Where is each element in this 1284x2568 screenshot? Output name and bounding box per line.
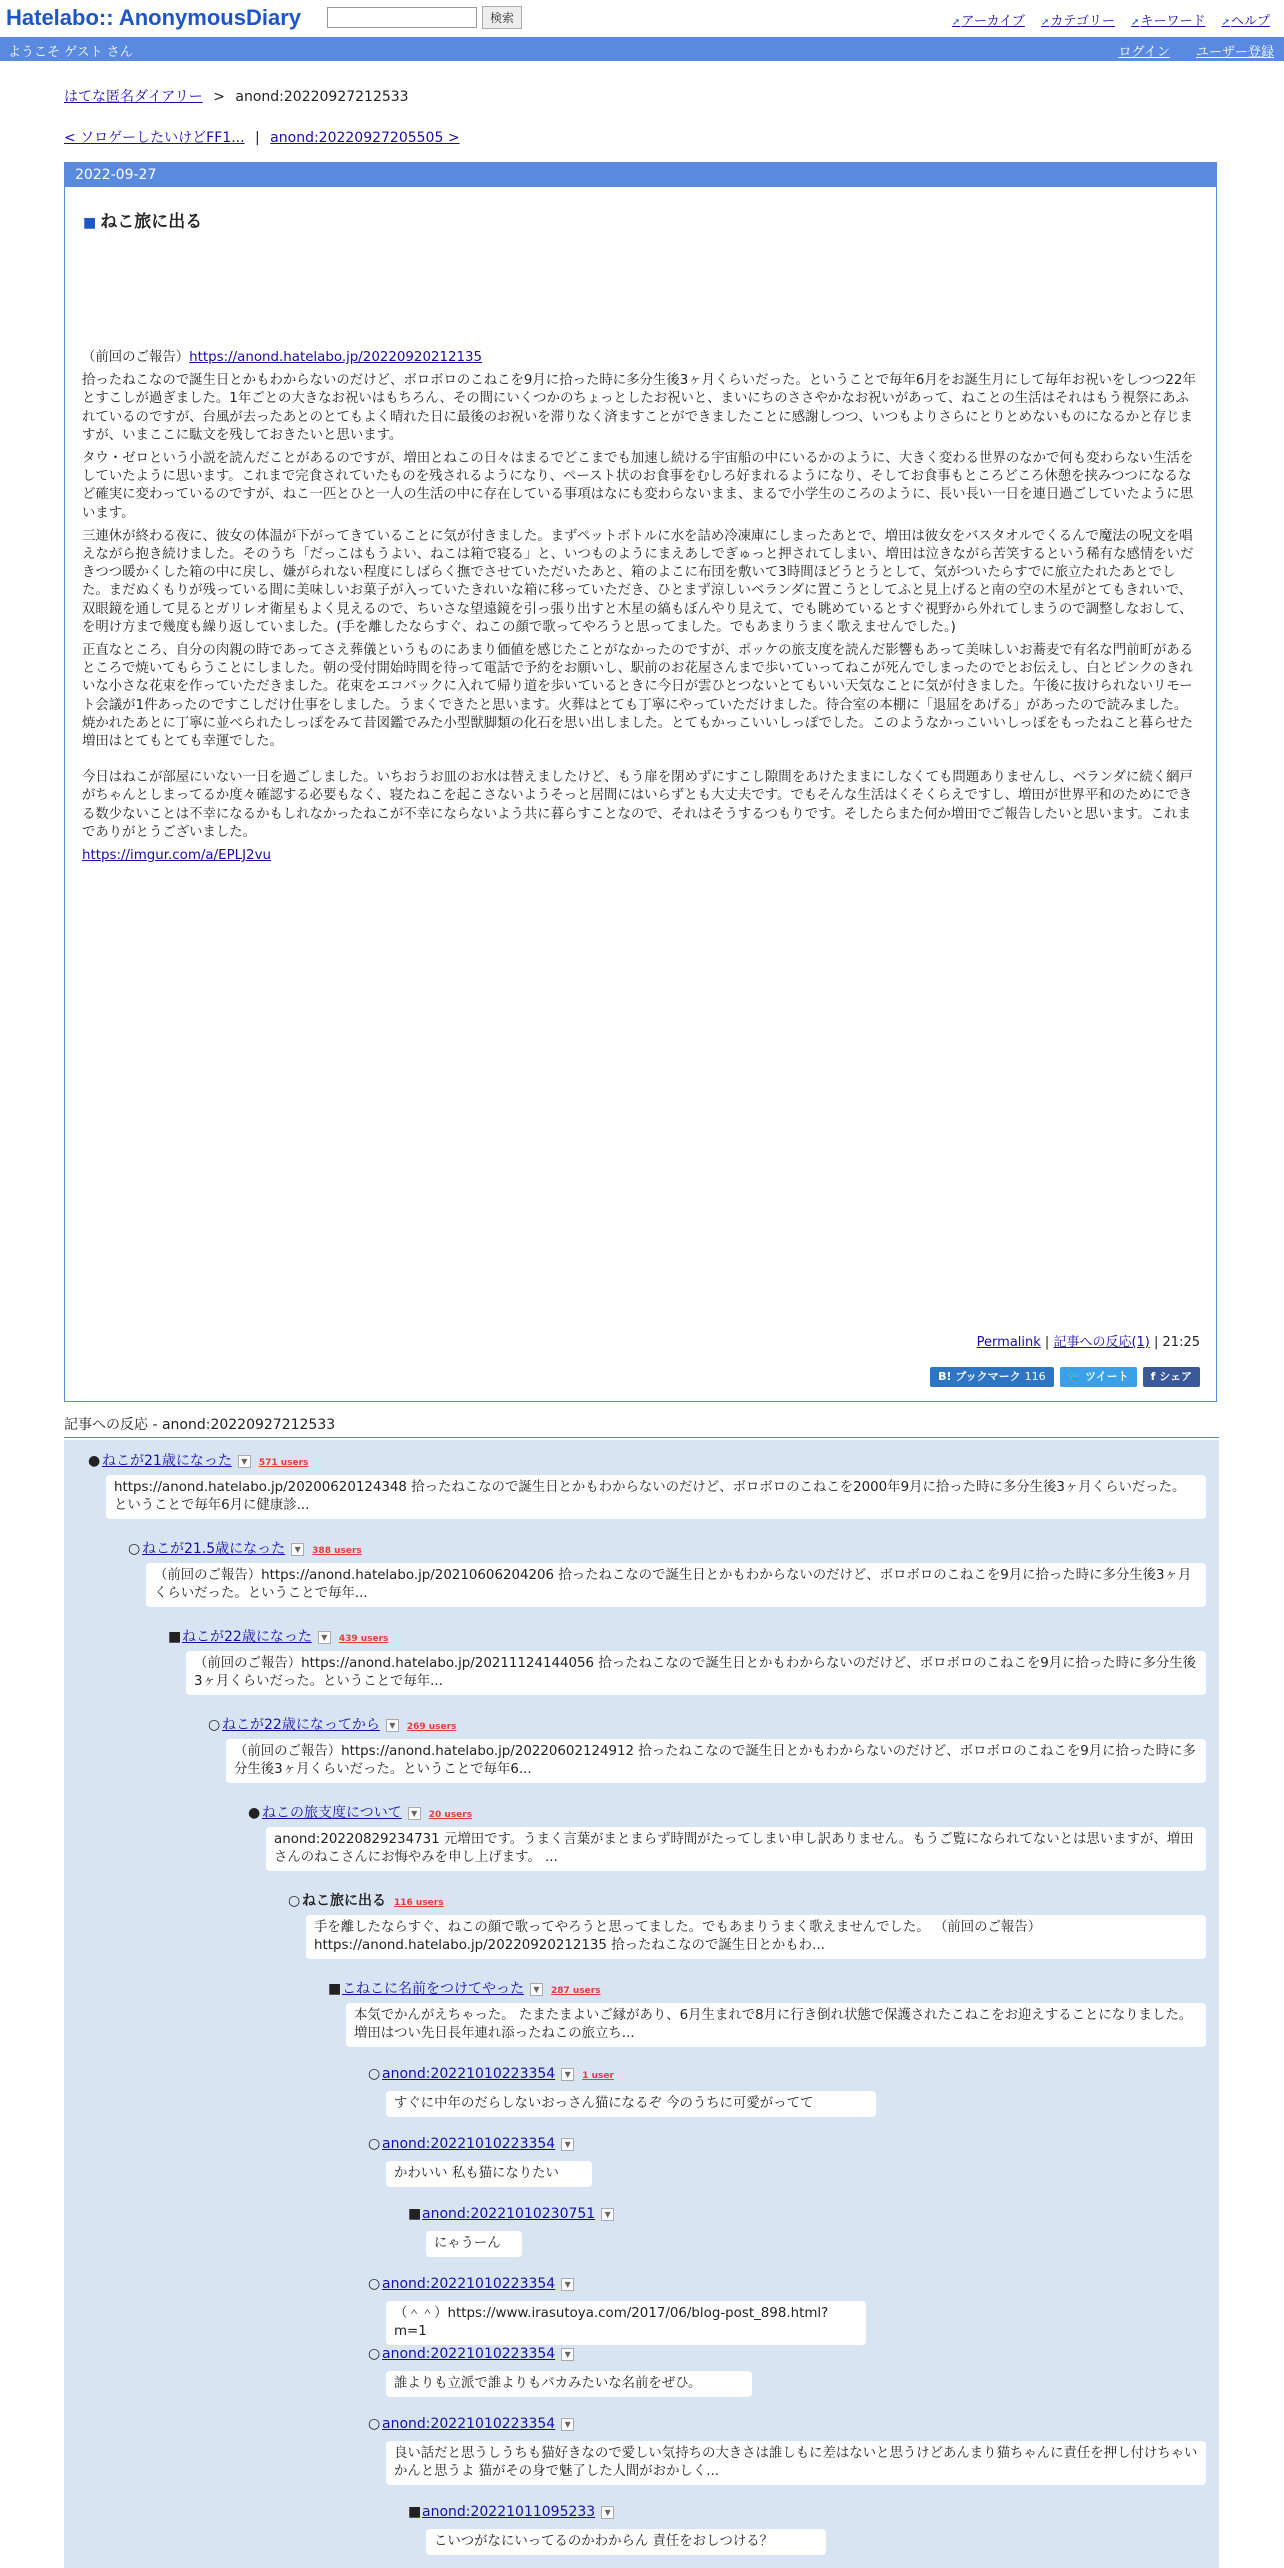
chevron-down-icon[interactable]: ▼ bbox=[561, 2138, 574, 2151]
arrow-icon: ➚ bbox=[951, 17, 961, 28]
breadcrumb bbox=[64, 86, 409, 106]
search-input[interactable] bbox=[327, 7, 477, 28]
day-section bbox=[64, 162, 1217, 1402]
reaction-item bbox=[368, 2346, 574, 2362]
users-badge[interactable]: 287 users bbox=[551, 1986, 601, 1996]
entry-pager bbox=[64, 127, 460, 147]
search-button[interactable]: 検索 bbox=[482, 6, 522, 29]
reaction-item bbox=[368, 2066, 614, 2082]
imgur-link[interactable]: https://imgur.com/a/EPLJ2vu bbox=[82, 848, 271, 864]
arrow-icon: ➚ bbox=[1131, 17, 1140, 28]
facebook-share-label: シェア bbox=[1159, 1370, 1192, 1383]
account-links bbox=[1096, 41, 1274, 60]
chevron-down-icon[interactable]: ▼ bbox=[291, 1543, 304, 1556]
reaction-item bbox=[128, 1538, 362, 1558]
next-entry-link[interactable]: anond:20220927205505 > bbox=[270, 130, 460, 146]
bullet-circle-icon: ○ bbox=[368, 2346, 381, 2362]
bookmark-count: 116 bbox=[1024, 1370, 1046, 1383]
reaction-item-current bbox=[288, 1890, 444, 1910]
entry-body bbox=[82, 349, 1198, 870]
breadcrumb-current: anond:20220927212533 bbox=[235, 89, 409, 105]
chevron-down-icon[interactable]: ▼ bbox=[561, 2418, 574, 2431]
reaction-snippet: 手を離したならすぐ、ねこの顔で歌ってやろうと思ってました。でもあまりうまく歌えませんでした。 （前回のご報告）https://anond.hatelabo.jp/20220920212135 拾ったねこなので誕生日とかもわ... bbox=[306, 1915, 1206, 1959]
nav-keyword-label: キーワード bbox=[1140, 14, 1206, 29]
entry-paragraph: 拾ったねこなので誕生日とかもわからないのだけど、ボロボロのこねこを9月に拾った時に多分生後3ヶ月くらいだった。ということで毎年6月をお誕生月にして毎年お祝いをしつつ22年とすこしが過ぎました。1年ごとの大きなお祝いはもちろん、その間にいくつかのちょっとしたお祝いと、まいにちのささやかなお祝いがあって、ねことの生活はそれはもう視祭にあふれているのですが、台風が去ったあとのとてもよく晴れた日に最後のお祝いを滞りなく済ますことができましたことに感謝しつつ、いつもよりさらにとりとめないものになるかと存じますが、いまここに駄文を残しておきたいと思います。 bbox=[82, 373, 1196, 443]
bullet-circle-icon: ○ bbox=[208, 1717, 221, 1733]
reaction-snippet: 誰よりも立派で誰よりもバカみたいな名前をぜひ。 bbox=[386, 2371, 752, 2397]
reaction-item bbox=[88, 1450, 308, 1470]
login-link[interactable]: ログイン bbox=[1118, 45, 1170, 60]
welcome-bar bbox=[0, 37, 1284, 61]
entry-paragraph: 今日はねこが部屋にいない一日を過ごしました。いちおうお皿のお水は替えましたけど、もう扉を閉めずにすこし隙間をあけたままにしなくても問題ありませんし、ベランダに続く網戸がちゃんとしまってるか度々確認する必要もなく、寝たねこを起こさないようそっと居間にはいらずとも大丈夫です。でもそんな生活はくそくらえですし、増田が世界平和のためにできる数少ないことは不幸になるかもしれなかったねこが不幸にならないよう共に暮らすことなので、それはそうするつもりです。そしたらまた何か増田でご報告したいと思います。これまでありがとうございました。 bbox=[82, 770, 1193, 840]
nav-archive-label: アーカイブ bbox=[961, 14, 1025, 29]
reaction-snippet: （前回のご報告）https://anond.hatelabo.jp/20220602124912 拾ったねこなので誕生日とかもわからないのだけど、ボロボロのこねこを9月に拾った時に多分生後3ヶ月くらいだった。ということで毎年6... bbox=[226, 1739, 1206, 1783]
nav-archive-link[interactable] bbox=[952, 14, 1025, 29]
reaction-title-link[interactable]: ねこの旅支度について bbox=[262, 1805, 402, 1821]
bullet-circle-icon: ○ bbox=[128, 1541, 141, 1557]
reaction-item bbox=[368, 2416, 574, 2432]
reaction-snippet: かわいい 私も猫になりたい bbox=[386, 2161, 592, 2187]
chevron-down-icon[interactable]: ▼ bbox=[561, 2278, 574, 2291]
users-badge[interactable]: 571 users bbox=[258, 1458, 309, 1468]
chevron-down-icon[interactable]: ▼ bbox=[601, 2506, 614, 2519]
arrow-icon: ➚ bbox=[1041, 17, 1050, 28]
reactions-tree bbox=[64, 1440, 1219, 2568]
bullet-circle-icon: ○ bbox=[368, 2276, 381, 2292]
arrow-icon: ➚ bbox=[1221, 17, 1230, 28]
reaction-title-link[interactable]: anond:20221010223354 bbox=[382, 2276, 556, 2292]
reaction-snippet: こいつがなにいってるのかわからん 責任をおしつける？ bbox=[426, 2529, 826, 2555]
chevron-down-icon[interactable]: ▼ bbox=[601, 2208, 614, 2221]
reaction-snippet: 本気でかんがえちゃった。 たまたまよいご縁があり、6月生まれで8月に行き倒れ状態で保護されたこねこをお迎えすることになりました。増田はつい先日長年連れ添ったねこの旅立ち... bbox=[346, 2003, 1206, 2047]
users-badge[interactable]: 388 users bbox=[312, 1546, 362, 1556]
reaction-item bbox=[368, 2276, 574, 2292]
reaction-snippet: anond:20220829234731 元増田です。うまく言葉がまとまらず時間がたってしまい申し訳ありません。もうご覧になられてないとは思いますが、増田さんのねこさんにお悔やみを申し上げます。 ... bbox=[266, 1827, 1206, 1871]
register-link[interactable]: ユーザー登録 bbox=[1195, 45, 1274, 60]
imgur-paragraph bbox=[82, 847, 1198, 865]
reaction-title-link[interactable]: anond:20221010223354 bbox=[382, 2346, 556, 2362]
reaction-title-link[interactable]: ねこが22歳になった bbox=[182, 1629, 312, 1645]
chevron-down-icon[interactable]: ▼ bbox=[386, 1719, 399, 1732]
reaction-title-link[interactable]: anond:20221010230751 bbox=[422, 2206, 596, 2222]
reaction-snippet: （前回のご報告）https://anond.hatelabo.jp/20211124144056 拾ったねこなので誕生日とかもわからないのだけど、ボロボロのこねこを9月に拾った時に多分生後3ヶ月くらいだった。ということで毎年... bbox=[186, 1651, 1206, 1695]
reaction-item bbox=[408, 2504, 614, 2520]
users-badge[interactable]: 269 users bbox=[406, 1722, 457, 1732]
reaction-snippet: https://anond.hatelabo.jp/20200620124348 拾ったねこなので誕生日とかもわからないのだけど、ボロボロのこねこを2000年9月に拾った時に多分生後3ヶ月くらいだった。ということで毎年6月に健康診... bbox=[106, 1475, 1206, 1519]
entry-paragraph: 正直なところ、自分の肉親の時であってさえ葬儀というものにあまり価値を感じたことがなかったのですが、ポッケの旅支度を読んだ影響もあって美味しいお蕎麦で有名な門前町があるところで焼いてもらうことにしました。朝の受付開始時間を待って電話で予約をお願いし、駅前のお花屋さんまで歩いていってねこが死んでしまったのでとお伝えし、白とピンクのきれいな小さな花束を作っていただきました。花束をエコバックに入れて帰り道を歩いているときに今日が雲ひとつないとてもいい天気なことに気が付きました。午後に抜けられないリモート会議が1件あったのですこしだけ仕事をしました。うまくできたと思います。火葬はとても丁寧にやっていただけました。待合室の本棚に「退屈をあげる」があったので読みました。焼かれたあとに丁寧に並べられたしっぽをみて昔図鑑でみた小型獣脚類の化石を思い出しました。とてもかっこいいしっぽでした。このようなかっこいいしっぽをもったねこと暮らせた増田はとてもとても幸運でした。 bbox=[82, 643, 1194, 750]
users-badge[interactable]: 1 user bbox=[582, 2071, 614, 2081]
chevron-down-icon[interactable]: ▼ bbox=[318, 1631, 331, 1644]
top-nav bbox=[940, 10, 1270, 29]
prev-report-link[interactable]: https://anond.hatelabo.jp/20220920212135 bbox=[189, 350, 483, 365]
reaction-title-link[interactable]: ねこが22歳になってから bbox=[222, 1717, 380, 1733]
facebook-icon: f bbox=[1150, 1370, 1156, 1383]
reaction-item bbox=[328, 1978, 601, 1998]
reaction-title-link[interactable]: anond:20221010223354 bbox=[382, 2066, 556, 2082]
bullet-disc-icon: ● bbox=[248, 1805, 261, 1821]
reaction-title-link[interactable]: anond:20221010223354 bbox=[382, 2136, 556, 2152]
reactions-link[interactable]: 記事への反応(1) bbox=[1053, 1335, 1150, 1350]
bullet-circle-icon: ○ bbox=[368, 2136, 381, 2152]
bullet-circle-icon: ○ bbox=[368, 2416, 381, 2432]
bullet-square-icon: ■ bbox=[168, 1629, 182, 1645]
reaction-item bbox=[168, 1626, 388, 1646]
tweet-button[interactable] bbox=[1060, 1367, 1137, 1387]
prev-report-paragraph bbox=[82, 349, 1198, 367]
reaction-snippet: （前回のご報告）https://anond.hatelabo.jp/20210606204206 拾ったねこなので誕生日とかもわからないのだけど、ボロボロのこねこを9月に拾った時に多分生後3ヶ月くらいだった。ということで毎年... bbox=[146, 1563, 1206, 1607]
reaction-title-link[interactable]: anond:20221011095233 bbox=[422, 2504, 596, 2520]
bullet-circle-icon: ○ bbox=[368, 2066, 381, 2082]
nav-category-link[interactable] bbox=[1041, 14, 1115, 29]
reaction-title-current: ねこ旅に出る bbox=[302, 1893, 386, 1909]
nav-category-label: カテゴリー bbox=[1050, 14, 1115, 29]
bullet-disc-icon: ● bbox=[88, 1453, 101, 1469]
reaction-item bbox=[248, 1802, 472, 1822]
section-square-icon[interactable]: ■ bbox=[83, 215, 97, 231]
users-badge[interactable]: 116 users bbox=[394, 1898, 444, 1908]
entry-time: 21:25 bbox=[1162, 1335, 1200, 1350]
reaction-title-link[interactable]: ねこが21歳になった bbox=[102, 1453, 232, 1469]
tweet-label: ツイート bbox=[1085, 1370, 1129, 1383]
day-date: 2022-09-27 bbox=[65, 163, 1216, 187]
breadcrumb-separator: > bbox=[213, 89, 225, 105]
users-badge[interactable]: 439 users bbox=[338, 1634, 389, 1644]
bird-icon: 🐦 bbox=[1067, 1370, 1082, 1383]
hatena-bookmark-label: B! ブックマーク bbox=[938, 1370, 1021, 1383]
reaction-item bbox=[368, 2136, 574, 2152]
nav-keyword-link[interactable] bbox=[1131, 14, 1205, 29]
bullet-circle-icon: ○ bbox=[288, 1893, 301, 1909]
hatena-bookmark-button[interactable] bbox=[930, 1367, 1053, 1387]
entry-title bbox=[83, 207, 202, 232]
reaction-title-link[interactable]: ねこが21.5歳になった bbox=[142, 1541, 286, 1557]
welcome-text: ようこそ ゲスト さん bbox=[8, 45, 133, 60]
reaction-snippet: 良い話だと思うしうちも猫好きなので愛しい気持ちの大きさは誰しもに差はないと思うけどあんまり猫ちゃんに責任を押し付けちゃいかんと思うよ 猫がその身で魅了した人間がおかしく... bbox=[386, 2441, 1206, 2485]
site-logo[interactable]: Hatelabo:: AnonymousDiary bbox=[6, 5, 302, 30]
entry-paragraph: 三連休が終わる夜に、彼女の体温が下がってきていることに気が付きました。まずペットボトルに水を詰め冷凍庫にしまったあとで、増田は彼女をバスタオルでくるんで魔法の呪文を唱えながら抱き続けました。そのうち「だっこはもうよい、ねこは箱で寝る」と、いつものようにまえあしでぎゅっと押されてしまい、増田は泣きながら苦笑するという稀有な感情をいだきつつ暖かくした箱の中に戻し、嫌がられない程度にしばらく撫でさせていただいたあと、箱のよこに布団を敷いて3時間ほどうとうとして、気がついたらすでに旅立たれたあとでした。まだぬくもりが残っている間に美味しいお菓子が入っていたきれいな箱に移っていただき、ひとまず涼しいベランダに置こうとしてふと見上げると南の空の木星がとてもきれいで、双眼鏡を通して見るとガリレオ衛星もよく見えるので、ちいさな望遠鏡を引っ張り出すと木星の縞もぼんやり見えて、でも眺めているとすぐ視野から外れてしまうので調整しなおして、を明け方まで幾度も繰り返していました。(手を離したならすぐ、ねこの顔で歌ってやろうと思ってました。でもあまりうまく歌えませんでした。) bbox=[82, 528, 1194, 635]
reaction-snippet: （＾＾）https://www.irasutoya.com/2017/06/blog-post_898.html?m=1 bbox=[386, 2301, 866, 2345]
reaction-snippet: すぐに中年のだらしないおっさん猫になるぞ 今のうちに可愛がってて bbox=[386, 2091, 876, 2117]
bullet-square-icon: ■ bbox=[408, 2504, 422, 2520]
site-header bbox=[0, 0, 1284, 36]
prev-entry-link[interactable]: < ソロゲーしたいけどFF1... bbox=[64, 130, 245, 146]
permalink[interactable]: Permalink bbox=[976, 1335, 1041, 1350]
breadcrumb-home-link[interactable]: はてな匿名ダイアリー bbox=[64, 89, 203, 105]
chevron-down-icon[interactable]: ▼ bbox=[561, 2068, 574, 2081]
chevron-down-icon[interactable]: ▼ bbox=[561, 2348, 574, 2361]
prev-report-label: （前回のご報告） bbox=[82, 350, 190, 365]
bullet-square-icon: ■ bbox=[408, 2206, 422, 2222]
pager-separator: | bbox=[255, 130, 260, 146]
reaction-item bbox=[208, 1714, 456, 1734]
reaction-title-link[interactable]: こねこに名前をつけてやった bbox=[342, 1981, 524, 1997]
nav-help-link[interactable] bbox=[1222, 14, 1270, 29]
entry-footer: Permalink | 記事への反応(1) | 21:25 bbox=[976, 1335, 1200, 1350]
reaction-snippet: にゃうーん bbox=[426, 2231, 522, 2257]
entry-title-text: ねこ旅に出る bbox=[100, 212, 203, 232]
chevron-down-icon[interactable]: ▼ bbox=[530, 1983, 543, 1996]
users-badge[interactable]: 20 users bbox=[428, 1810, 473, 1820]
reaction-item bbox=[408, 2206, 614, 2222]
reaction-title-link[interactable]: anond:20221010223354 bbox=[382, 2416, 556, 2432]
chevron-down-icon[interactable]: ▼ bbox=[238, 1455, 251, 1468]
nav-help-label: ヘルプ bbox=[1230, 14, 1270, 29]
bullet-square-icon: ■ bbox=[328, 1981, 342, 1997]
facebook-share-button[interactable] bbox=[1143, 1367, 1200, 1387]
entry-paragraph: タウ・ゼロという小説を読んだことがあるのですが、増田とねこの日々はまるでどこまでも加速し続ける宇宙船の中にいるかのように、大きく変わる世界のなかで何も変わらない生活をしていたように思います。これまで完食されていたものを残されるようになり、ペースト状のお食事をむしろ好まれるようになり、そしてお食事もところどころ休憩を挟みつつになるなど確実に変わっているのですが、ねこ一匹とひと一人の生活の中に存在している事項はなにも変わらないまま、まるで小学生のころのように、長い長い一日を連日過ごしていたように思います。 bbox=[82, 451, 1194, 521]
reactions-heading: 記事への反応 - anond:20220927212533 bbox=[64, 1414, 1219, 1438]
chevron-down-icon[interactable]: ▼ bbox=[408, 1807, 421, 1820]
share-buttons bbox=[930, 1367, 1200, 1387]
